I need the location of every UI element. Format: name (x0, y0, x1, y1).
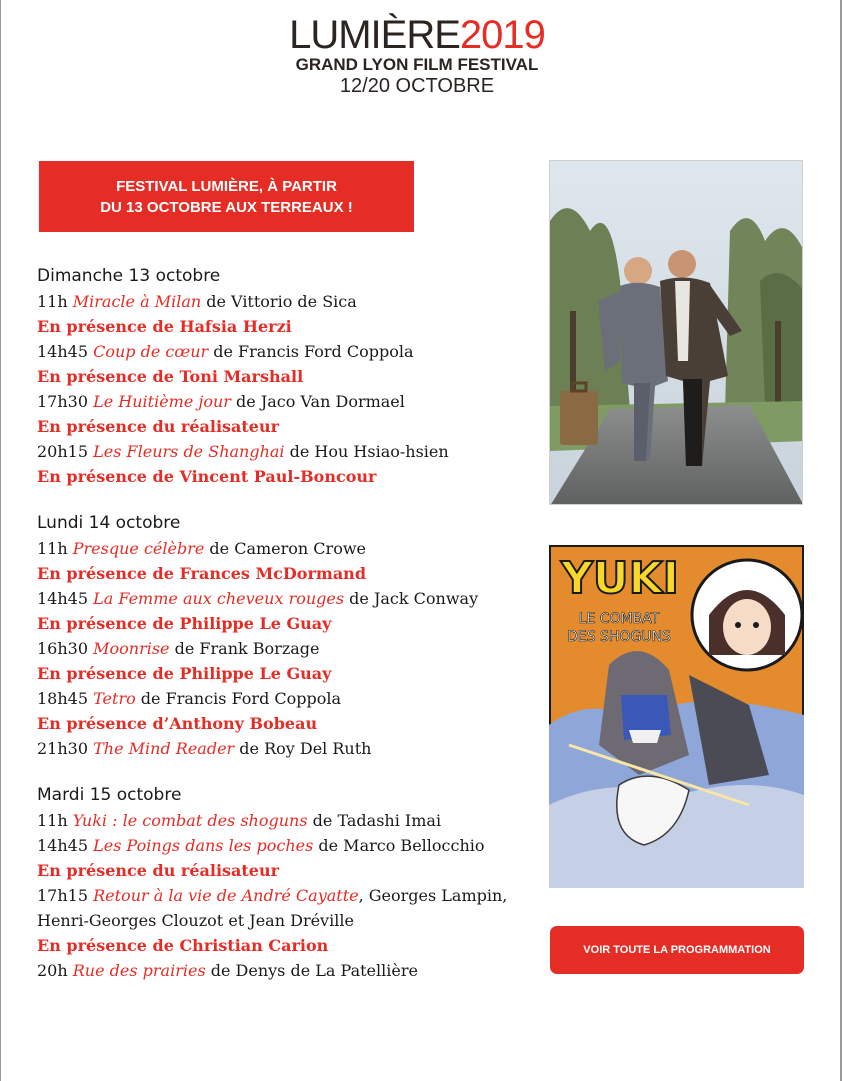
film-title: Yuki : le combat des shoguns (72, 811, 308, 830)
screening-line (37, 833, 537, 858)
screening-line (37, 536, 537, 561)
film-title: The Mind Reader (93, 739, 235, 758)
film-director: de Frank Borzage (169, 639, 320, 658)
banner-line-2: DU 13 OCTOBRE AUX TERREAUX ! (100, 198, 353, 216)
logo-year: 2019 (459, 13, 545, 57)
announcement-banner (39, 161, 414, 232)
film-title: La Femme aux cheveux rouges (93, 589, 345, 608)
screening-time: 11h (37, 539, 73, 558)
film-title: Miracle à Milan (72, 292, 202, 311)
screening-time: 14h45 (37, 589, 94, 608)
film-director: de Marco Bellocchio (313, 836, 485, 855)
film-director: de Denys de La Patellière (205, 961, 418, 980)
film-title: Les Fleurs de Shanghai (93, 442, 285, 461)
film-director: de Tadashi Imai (307, 811, 442, 830)
screening-time: 11h (37, 292, 73, 311)
film-director: de Jaco Van Dormael (230, 392, 405, 411)
yuki-poster-illustration (549, 545, 804, 888)
screening-time: 14h45 (37, 342, 94, 361)
day-section (37, 264, 537, 489)
schedule (37, 264, 537, 1005)
film-title: Presque célèbre (72, 539, 205, 558)
guest-presence: En présence du réalisateur (37, 861, 280, 880)
film-director: de Francis Ford Coppola (208, 342, 414, 361)
screening-time: 18h45 (37, 689, 94, 708)
guest-presence: En présence de Vincent Paul-Boncour (37, 467, 377, 486)
screening-line (37, 808, 537, 833)
film-still-photo (549, 160, 803, 505)
film-title: Moonrise (93, 639, 170, 658)
screening-time: 14h45 (37, 836, 94, 855)
screening-time: 21h30 (37, 739, 94, 758)
film-director: de Roy Del Ruth (234, 739, 372, 758)
poster-subtitle-2: DES SHOGUNS (567, 629, 671, 645)
guest-presence: En présence du réalisateur (37, 417, 280, 436)
film-title: Le Huitième jour (93, 392, 231, 411)
screening-time: 11h (37, 811, 73, 830)
screening-line (37, 958, 537, 983)
day-title: Mardi 15 octobre (37, 785, 182, 805)
guest-presence: En présence de Hafsia Herzi (37, 317, 292, 336)
screening-line (37, 736, 537, 761)
poster-title: YUKI (561, 553, 680, 604)
screening-line (37, 439, 537, 464)
festival-logo[interactable] (272, 14, 562, 97)
banner-line-1: FESTIVAL LUMIÈRE, À PARTIR (116, 177, 337, 195)
screening-line (37, 636, 537, 661)
film-director: de Francis Ford Coppola (135, 689, 342, 708)
guest-presence: En présence de Toni Marshall (37, 367, 304, 386)
screening-time: 17h15 (37, 886, 94, 905)
screening-time: 17h30 (37, 392, 94, 411)
day-title: Lundi 14 octobre (37, 513, 181, 533)
guest-presence: En présence d’Anthony Bobeau (37, 714, 318, 733)
film-still-illustration (550, 161, 803, 505)
screening-continuation: Henri-Georges Clouzot et Jean Dréville (37, 911, 354, 930)
film-title: Tetro (93, 689, 136, 708)
film-title: Les Poings dans les poches (93, 836, 314, 855)
yuki-poster (549, 545, 804, 888)
logo-word: LUMIÈRE (289, 13, 460, 57)
screening-time: 16h30 (37, 639, 94, 658)
screening-line (37, 339, 537, 364)
screening-line (37, 389, 537, 414)
screening-line (37, 586, 537, 611)
poster-subtitle-1: LE COMBAT (578, 611, 660, 627)
screening-line (37, 686, 537, 711)
view-full-program-button[interactable]: VOIR TOUTE LA PROGRAMMATION (550, 926, 804, 974)
frame-border-left (0, 0, 1, 1081)
screening-time: 20h15 (37, 442, 94, 461)
day-title: Dimanche 13 octobre (37, 266, 221, 286)
screening-line (37, 289, 537, 314)
guest-presence: En présence de Frances McDormand (37, 564, 366, 583)
screening-line (37, 883, 537, 908)
film-director: de Jack Conway (344, 589, 479, 608)
screening-time: 20h (37, 961, 73, 980)
logo-subtitle: GRAND LYON FILM FESTIVAL (295, 55, 539, 74)
day-section (37, 511, 537, 761)
day-section (37, 783, 537, 983)
film-title: Coup de cœur (93, 342, 209, 361)
film-director: de Hou Hsiao-hsien (284, 442, 449, 461)
film-director: de Cameron Crowe (204, 539, 366, 558)
logo-dates: 12/20 OCTOBRE (339, 75, 495, 97)
guest-presence: En présence de Philippe Le Guay (37, 664, 332, 683)
guest-presence: En présence de Philippe Le Guay (37, 614, 332, 633)
film-director: de Vittorio de Sica (201, 292, 357, 311)
film-title: Rue des prairies (72, 961, 206, 980)
guest-presence: En présence de Christian Carion (37, 936, 329, 955)
film-director: , Georges Lampin, (358, 886, 508, 905)
logo-title (272, 14, 562, 56)
film-title: Retour à la vie de André Cayatte (93, 886, 359, 905)
